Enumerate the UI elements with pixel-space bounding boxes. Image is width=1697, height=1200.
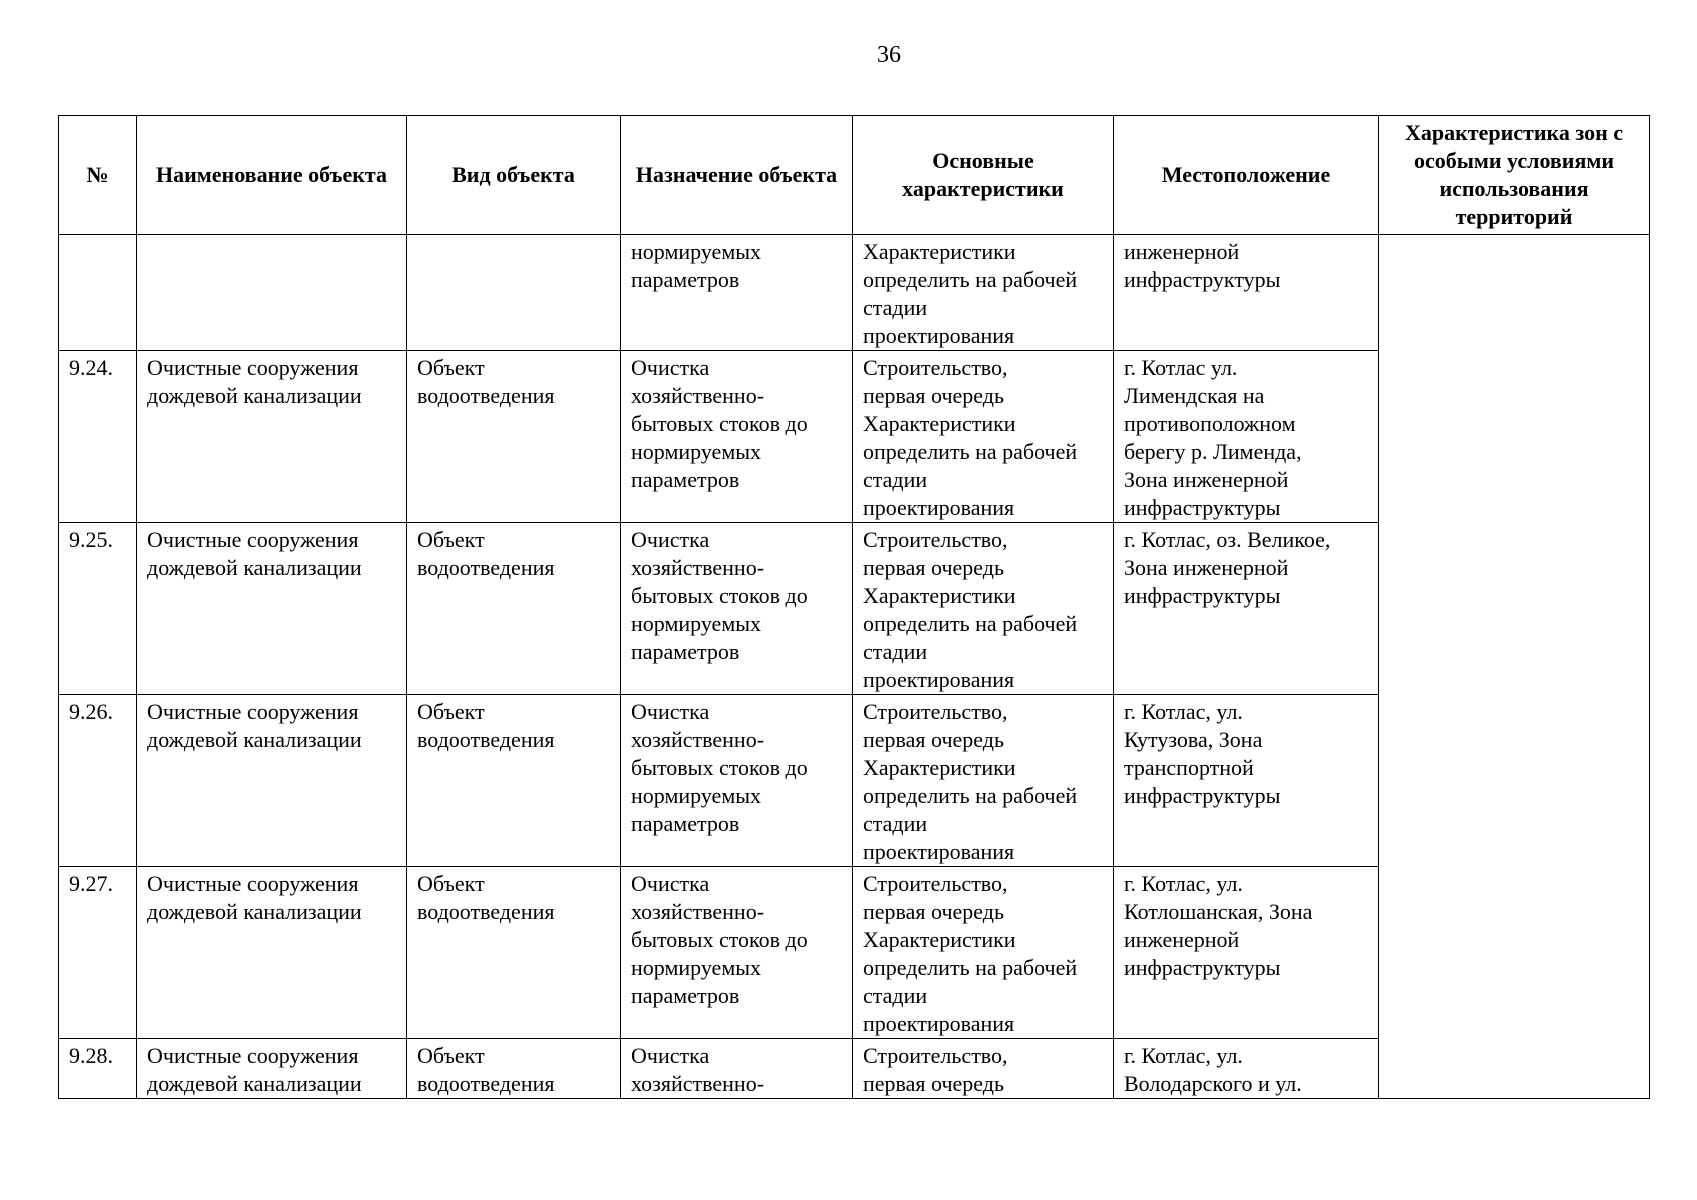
cell-location: инженерной инфраструктуры — [1114, 235, 1379, 351]
cell-number: 9.28. — [59, 1039, 137, 1099]
col-header-name: Наименование объекта — [137, 116, 407, 235]
cell-number: 9.27. — [59, 867, 137, 1039]
page-number: 36 — [877, 42, 901, 68]
cell-purpose: Очистка хозяйственно- бытовых стоков до нормируемых параметров — [621, 523, 853, 695]
cell-location: г. Котлас, ул. Володарского и ул. — [1114, 1039, 1379, 1099]
cell-location: г. Котлас, оз. Великое, Зона инженерной инфраструктуры — [1114, 523, 1379, 695]
cell-number: 9.24. — [59, 351, 137, 523]
cell-characteristics: Строительство, первая очередь Характеристики определить на рабочей стадии проектирования — [853, 351, 1114, 523]
col-header-type: Вид объекта — [407, 116, 621, 235]
cell-type — [407, 235, 621, 351]
cell-number: 9.25. — [59, 523, 137, 695]
col-header-purpose: Назначение объекта — [621, 116, 853, 235]
cell-zones — [1379, 235, 1650, 1099]
col-header-number: № — [59, 116, 137, 235]
objects-table — [58, 115, 1650, 1099]
cell-characteristics: Строительство, первая очередь Характеристики определить на рабочей стадии проектирования — [853, 523, 1114, 695]
col-header-characteristics: Основные характеристики — [853, 116, 1114, 235]
col-header-zones: Характеристика зон с особыми условиями использования территорий — [1379, 116, 1650, 235]
col-header-location: Местоположение — [1114, 116, 1379, 235]
header-row — [59, 116, 1650, 235]
cell-name: Очистные сооружения дождевой канализации — [137, 523, 407, 695]
cell-name: Очистные сооружения дождевой канализации — [137, 867, 407, 1039]
cell-characteristics: Строительство, первая очередь — [853, 1039, 1114, 1099]
cell-type: Объект водоотведения — [407, 1039, 621, 1099]
cell-purpose: Очистка хозяйственно- бытовых стоков до нормируемых параметров — [621, 351, 853, 523]
cell-purpose: Очистка хозяйственно- — [621, 1039, 853, 1099]
cell-number: 9.26. — [59, 695, 137, 867]
cell-name: Очистные сооружения дождевой канализации — [137, 695, 407, 867]
cell-location: г. Котлас ул. Лимендская на противоположном берегу р. Лименда, Зона инженерной инфраструктуры — [1114, 351, 1379, 523]
cell-location: г. Котлас, ул. Кутузова, Зона транспортной инфраструктуры — [1114, 695, 1379, 867]
cell-type: Объект водоотведения — [407, 867, 621, 1039]
cell-location: г. Котлас, ул. Котлошанская, Зона инженерной инфраструктуры — [1114, 867, 1379, 1039]
cell-characteristics: Характеристики определить на рабочей стадии проектирования — [853, 235, 1114, 351]
cell-number — [59, 235, 137, 351]
cell-name: Очистные сооружения дождевой канализации — [137, 1039, 407, 1099]
cell-type: Объект водоотведения — [407, 523, 621, 695]
cell-name: Очистные сооружения дождевой канализации — [137, 351, 407, 523]
cell-purpose: нормируемых параметров — [621, 235, 853, 351]
cell-characteristics: Строительство, первая очередь Характеристики определить на рабочей стадии проектирования — [853, 867, 1114, 1039]
cell-type: Объект водоотведения — [407, 695, 621, 867]
cell-purpose: Очистка хозяйственно- бытовых стоков до нормируемых параметров — [621, 867, 853, 1039]
cell-name — [137, 235, 407, 351]
table-row-continuation — [59, 235, 1650, 351]
cell-purpose: Очистка хозяйственно- бытовых стоков до нормируемых параметров — [621, 695, 853, 867]
cell-characteristics: Строительство, первая очередь Характеристики определить на рабочей стадии проектирования — [853, 695, 1114, 867]
cell-type: Объект водоотведения — [407, 351, 621, 523]
